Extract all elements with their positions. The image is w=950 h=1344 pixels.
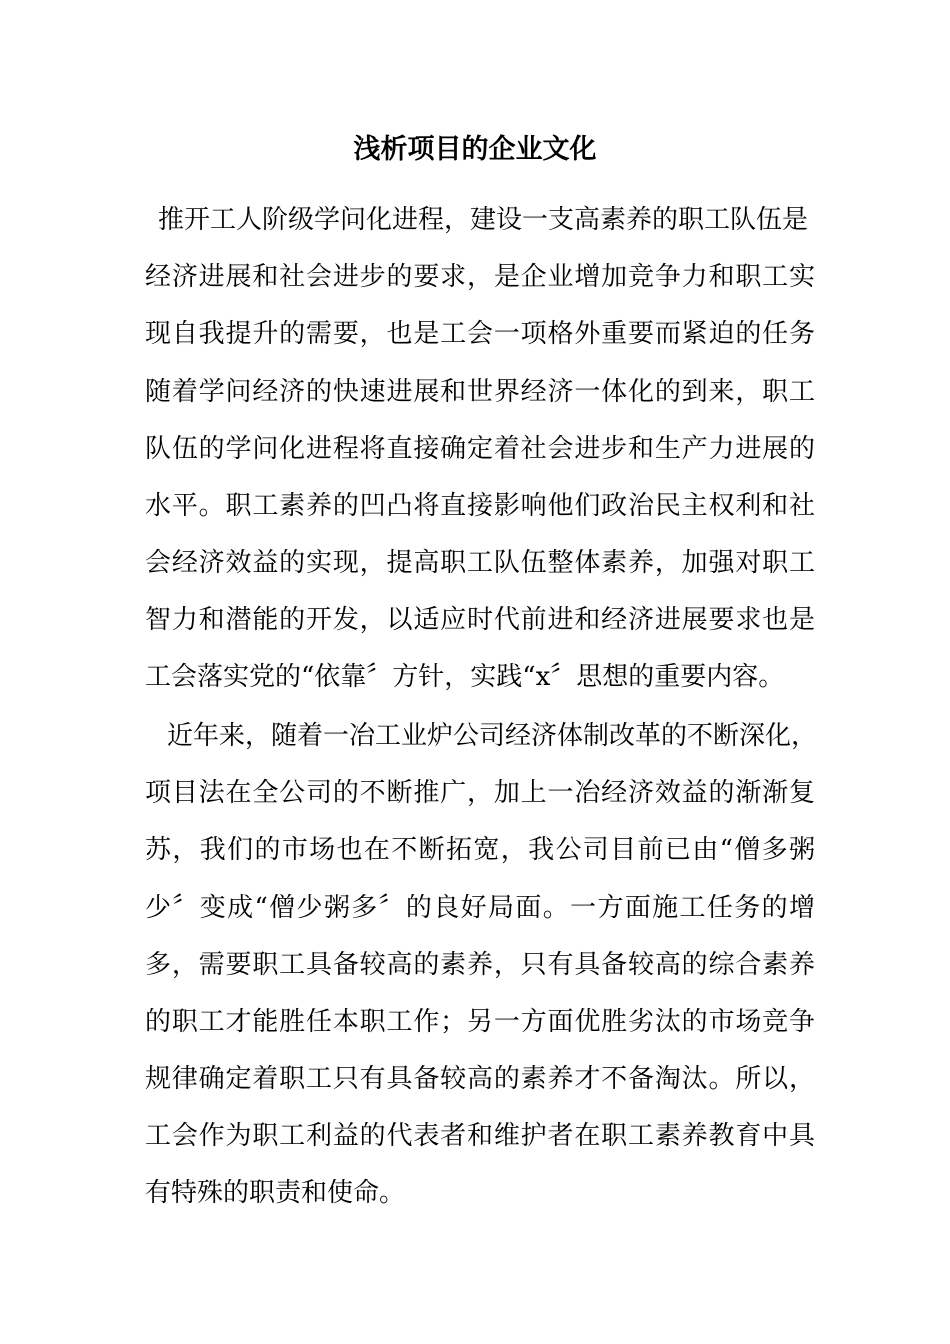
paragraph-line: 的职工才能胜任本职工作；另一方面优胜劣汰的市场竞争 bbox=[145, 1007, 815, 1037]
paragraph-line: 推开工人阶级学问化进程，建设一支高素养的职工队伍是 bbox=[158, 205, 809, 235]
paragraph-line: 现自我提升的需要，也是工会一项格外重要而紧迫的任务 bbox=[145, 319, 815, 349]
paragraph-line: 多，需要职工具备较高的素养，只有具备较高的综合素养 bbox=[145, 950, 815, 980]
paragraph-line: 规律确定着职工只有具备较高的素养才不备淘汰。所以， bbox=[145, 1064, 815, 1094]
paragraph-line: 智力和潜能的开发，以适应时代前进和经济进展要求也是 bbox=[145, 605, 815, 635]
paragraph-line: 苏，我们的市场也在不断拓宽，我公司目前已由“僧多粥 bbox=[145, 835, 815, 865]
paragraph-line: 队伍的学问化进程将直接确定着社会进步和生产力进展的 bbox=[145, 434, 815, 464]
paragraph-line: 有特殊的职责和使命。 bbox=[145, 1178, 406, 1208]
paragraph-line: 少〞变成“僧少粥多〞的良好局面。一方面施工任务的增 bbox=[145, 893, 815, 923]
paragraph-line: 工会作为职工利益的代表者和维护者在职工素养教育中具 bbox=[145, 1121, 815, 1151]
paragraph-line: 随着学问经济的快速进展和世界经济一体化的到来，职工 bbox=[145, 377, 815, 407]
paragraph-line: 水平。职工素养的凹凸将直接影响他们政治民主权利和社 bbox=[145, 491, 815, 521]
paragraph-line: 近年来，随着一冶工业炉公司经济体制改革的不断深化， bbox=[167, 721, 818, 751]
document-title: 浅析项目的企业文化 bbox=[353, 134, 597, 165]
paragraph-line: 工会落实党的“依靠〞方针，实践“x〞思想的重要内容。 bbox=[145, 662, 785, 692]
paragraph-line: 经济进展和社会进步的要求，是企业增加竞争力和职工实 bbox=[145, 262, 815, 292]
paragraph-line: 会经济效益的实现，提高职工队伍整体素养，加强对职工 bbox=[145, 548, 815, 578]
paragraph-line: 项目法在全公司的不断推广，加上一冶经济效益的渐渐复 bbox=[145, 778, 815, 808]
